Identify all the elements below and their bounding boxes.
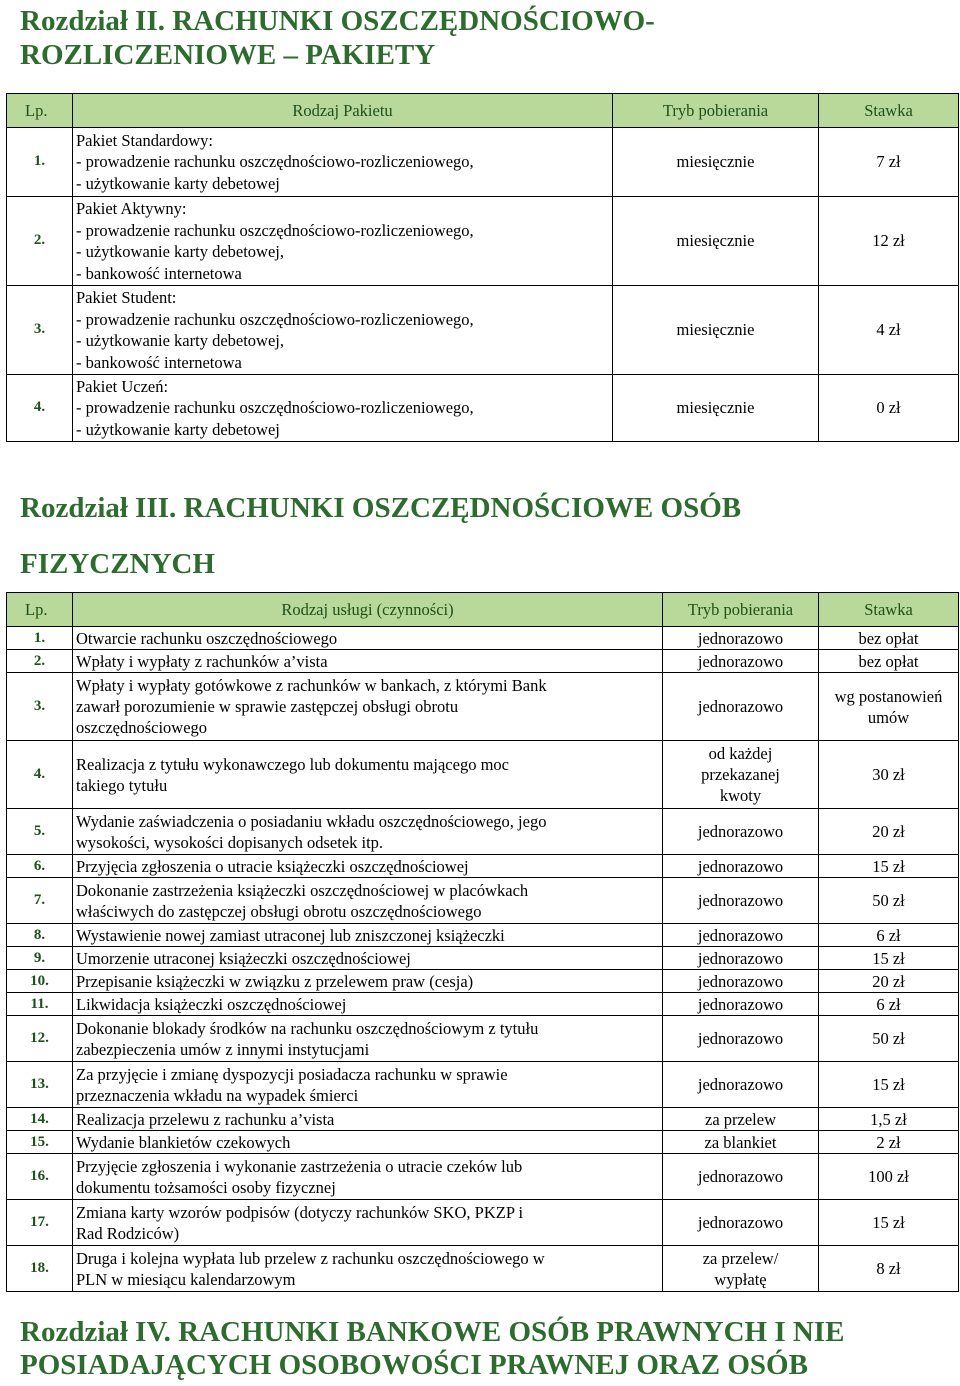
service-row [7, 855, 959, 878]
rate-line: bez opłat [858, 628, 919, 648]
collection-mode: miesięcznie [613, 128, 819, 197]
service-description [73, 741, 663, 809]
rate-value [819, 924, 959, 947]
service-row [7, 878, 959, 924]
row-number: 2. [7, 197, 73, 286]
rate-line: 100 zł [868, 1167, 909, 1186]
rate-line: 15 zł [872, 1075, 905, 1094]
collection-mode [663, 1131, 819, 1154]
description-line: Rad Rodziców) [76, 1223, 180, 1243]
rate-value [819, 673, 959, 741]
mode-line: wypłatę [714, 1269, 767, 1289]
service-description [73, 809, 663, 855]
description-line: wysokości, wysokości dopisanych odsetek itp. [76, 832, 384, 852]
service-row [7, 1016, 959, 1062]
row-number: 10. [7, 970, 73, 993]
description-line: Wydanie blankietów czekowych [76, 1132, 291, 1152]
mode-line: jednorazowo [697, 628, 784, 648]
packages-header-row [7, 94, 959, 128]
rate-value [819, 1062, 959, 1108]
rate-value [819, 855, 959, 878]
service-row [7, 1154, 959, 1200]
description-line: Pakiet Aktywny: [76, 199, 187, 218]
description-line: Umorzenie utraconej książeczki oszczędnościowej [76, 948, 411, 968]
row-number: 8. [7, 924, 73, 947]
description-line: oszczędnościowego [76, 718, 208, 737]
service-row [7, 1246, 959, 1292]
service-row [7, 1108, 959, 1131]
collection-mode [663, 627, 819, 650]
mode-line: jednorazowo [697, 994, 784, 1014]
service-description [73, 947, 663, 970]
mode-line: za przelew [705, 1109, 776, 1129]
row-number: 12. [7, 1016, 73, 1062]
service-row [7, 993, 959, 1016]
service-description [73, 993, 663, 1016]
rate-line: 6 zł [876, 925, 901, 945]
description-line: Przyjęcia zgłoszenia o utracie książeczki oszczędnościowej [76, 856, 469, 876]
rate-line: 50 zł [872, 891, 905, 910]
rate-line: wg postanowień [834, 686, 943, 706]
section-4-title-prefix: Rozdział IV. [20, 1316, 171, 1348]
collection-mode [663, 1108, 819, 1131]
service-description [73, 627, 663, 650]
package-row [7, 375, 959, 442]
service-description [73, 1062, 663, 1108]
row-number: 5. [7, 809, 73, 855]
mode-line: jednorazowo [697, 651, 784, 671]
row-number: 4. [7, 375, 73, 442]
rate-line: 50 zł [872, 1029, 905, 1048]
section-3-title-line2: FIZYCZNYCH [20, 548, 215, 580]
description-line: Dokonanie zastrzeżenia książeczki oszczędnościowej w placówkach [76, 880, 529, 900]
section-3-title-prefix: Rozdział III. [20, 492, 177, 524]
collection-mode [663, 1200, 819, 1246]
header-lp: Lp. [7, 94, 73, 128]
rate-line: 8 zł [876, 1259, 901, 1278]
service-description [73, 1131, 663, 1154]
rate-value [819, 878, 959, 924]
header-lp: Lp. [7, 593, 73, 627]
section-4-title-rest: RACHUNKI BANKOWE OSÓB PRAWNYCH I NIE [178, 1316, 845, 1348]
service-row [7, 650, 959, 673]
rate-value [819, 627, 959, 650]
collection-mode: miesięcznie [613, 286, 819, 375]
description-line: - użytkowanie karty debetowej [76, 173, 280, 193]
rate-line: 15 zł [872, 948, 905, 968]
service-row [7, 673, 959, 741]
description-line: - bankowość internetowa [76, 263, 242, 283]
service-row [7, 1131, 959, 1154]
description-line: - użytkowanie karty debetowej, [76, 331, 285, 350]
row-number: 13. [7, 1062, 73, 1108]
service-row [7, 1200, 959, 1246]
section-2-title-line2: ROZLICZENIOWE – PAKIETY [20, 39, 436, 71]
description-line: Druga i kolejna wypłata lub przelew z rachunku oszczędnościowego w [76, 1248, 545, 1268]
services-table [6, 592, 959, 1292]
description-line: - użytkowanie karty debetowej [76, 419, 280, 439]
rate-line: 30 zł [872, 765, 905, 784]
collection-mode [663, 741, 819, 809]
row-number: 3. [7, 286, 73, 375]
description-line: Wpłaty i wypłaty z rachunków a’vista [76, 651, 328, 671]
mode-line: jednorazowo [697, 856, 784, 876]
description-line: Za przyjęcie i zmianę dyspozycji posiadacza rachunku w sprawie [76, 1064, 508, 1084]
row-number: 9. [7, 947, 73, 970]
row-number: 1. [7, 627, 73, 650]
row-number: 7. [7, 878, 73, 924]
mode-line: jednorazowo [697, 697, 784, 716]
mode-line: za blankiet [704, 1132, 777, 1152]
rate-line: umów [867, 707, 910, 727]
mode-line: jednorazowo [697, 1075, 784, 1094]
service-description [73, 1016, 663, 1062]
section-3-title-rest: RACHUNKI OSZCZĘDNOŚCIOWE OSÓB [183, 492, 742, 524]
rate-value [819, 1154, 959, 1200]
description-line: Wystawienie nowej zamiast utraconej lub zniszczonej książeczki [76, 925, 505, 945]
header-service-type: Rodzaj usługi (czynności) [73, 593, 663, 627]
rate-value [819, 1246, 959, 1292]
description-line: Wydanie zaświadczenia o posiadaniu wkładu oszczędnościowego, jego [76, 811, 547, 831]
header-rate: Stawka [819, 94, 959, 128]
mode-line: jednorazowo [697, 925, 784, 945]
rate-line: 6 zł [876, 994, 901, 1014]
service-row [7, 1062, 959, 1108]
section-2-title-rest: RACHUNKI OSZCZĘDNOŚCIOWO- [172, 5, 655, 37]
mode-line: jednorazowo [697, 891, 784, 910]
header-package-type: Rodzaj Pakietu [73, 94, 613, 128]
rate-line: 20 zł [872, 822, 905, 841]
rate-value [819, 993, 959, 1016]
service-description [73, 1108, 663, 1131]
description-line: Pakiet Student: [76, 288, 177, 307]
collection-mode [663, 855, 819, 878]
description-line: - prowadzenie rachunku oszczędnościowo-rozliczeniowego, [76, 220, 474, 240]
mode-line: za przelew/ [702, 1248, 779, 1268]
row-number: 2. [7, 650, 73, 673]
packages-table [6, 93, 959, 442]
mode-line: przekazanej [701, 765, 780, 784]
description-line: takiego tytułu [76, 775, 168, 795]
row-number: 14. [7, 1108, 73, 1131]
service-description [73, 650, 663, 673]
package-row [7, 286, 959, 375]
mode-line: jednorazowo [697, 1167, 784, 1186]
header-collection-mode: Tryb pobierania [663, 593, 819, 627]
rate-value [819, 650, 959, 673]
collection-mode: miesięcznie [613, 197, 819, 286]
service-row [7, 947, 959, 970]
service-description [73, 1154, 663, 1200]
row-number: 6. [7, 855, 73, 878]
description-line: Likwidacja książeczki oszczędnościowej [76, 994, 347, 1014]
collection-mode: miesięcznie [613, 375, 819, 442]
rate-value [819, 1131, 959, 1154]
services-header-row [7, 593, 959, 627]
rate-value [819, 809, 959, 855]
collection-mode [663, 878, 819, 924]
description-line: dokumentu tożsamości osoby fizycznej [76, 1177, 336, 1197]
description-line: - bankowość internetowa [76, 352, 242, 372]
mode-line: jednorazowo [697, 1029, 784, 1048]
description-line: Zmiana karty wzorów podpisów (dotyczy rachunków SKO, PKZP i [76, 1202, 524, 1222]
description-line: Otwarcie rachunku oszczędnościowego [76, 628, 338, 648]
header-collection-mode: Tryb pobierania [613, 94, 819, 128]
rate-value: 12 zł [819, 197, 959, 286]
description-line: właściwych do zastępczej obsługi obrotu oszczędnościowego [76, 901, 482, 921]
service-description [73, 878, 663, 924]
collection-mode [663, 1154, 819, 1200]
collection-mode [663, 947, 819, 970]
service-description [73, 673, 663, 741]
collection-mode [663, 1016, 819, 1062]
description-line: Przyjęcie zgłoszenia i wykonanie zastrzeżenia o utracie czeków lub [76, 1156, 523, 1176]
rate-value: 0 zł [819, 375, 959, 442]
rate-line: 1,5 zł [870, 1109, 907, 1129]
rate-line: 15 zł [872, 856, 905, 876]
collection-mode [663, 970, 819, 993]
collection-mode [663, 1246, 819, 1292]
row-number: 3. [7, 673, 73, 741]
description-line: Dokonanie blokady środków na rachunku oszczędnościowym z tytułu [76, 1018, 539, 1038]
description-line: Pakiet Uczeń: [76, 376, 169, 396]
description-line: Realizacja z tytułu wykonawczego lub dokumentu mającego moc [76, 754, 509, 774]
row-number: 15. [7, 1131, 73, 1154]
section-3-heading [20, 480, 741, 592]
description-line: przeznaczenia wkładu na wypadek śmierci [76, 1085, 359, 1105]
service-row [7, 809, 959, 855]
collection-mode [663, 650, 819, 673]
mode-line: jednorazowo [697, 948, 784, 968]
description-line: Realizacja przelewu z rachunku a’vista [76, 1109, 335, 1129]
service-row [7, 924, 959, 947]
row-number: 17. [7, 1200, 73, 1246]
service-row [7, 741, 959, 809]
package-description [73, 375, 613, 442]
mode-line: od każdej [708, 744, 773, 763]
row-number: 16. [7, 1154, 73, 1200]
package-description [73, 197, 613, 286]
description-line: Pakiet Standardowy: [76, 130, 214, 150]
service-row [7, 970, 959, 993]
description-line: zabezpieczenia umów z innymi instytucjami [76, 1039, 370, 1059]
row-number: 18. [7, 1246, 73, 1292]
mode-line: jednorazowo [697, 822, 784, 841]
collection-mode [663, 1062, 819, 1108]
rate-value [819, 1108, 959, 1131]
rate-value [819, 970, 959, 993]
rate-value: 4 zł [819, 286, 959, 375]
description-line: - użytkowanie karty debetowej, [76, 242, 285, 261]
section-4-heading [20, 1316, 844, 1382]
rate-line: 2 zł [876, 1132, 901, 1152]
rate-value [819, 1016, 959, 1062]
collection-mode [663, 924, 819, 947]
rate-value: 7 zł [819, 128, 959, 197]
rate-line: 15 zł [872, 1213, 905, 1232]
section-2-heading [20, 4, 655, 72]
section-2-title-prefix: Rozdział II. [20, 5, 165, 37]
section-4-title-line2: POSIADAJĄCYCH OSOBOWOŚCI PRAWNEJ ORAZ OSÓB [20, 1349, 808, 1381]
service-description [73, 1246, 663, 1292]
collection-mode [663, 993, 819, 1016]
service-description [73, 970, 663, 993]
rate-value [819, 947, 959, 970]
rate-value [819, 741, 959, 809]
header-rate: Stawka [819, 593, 959, 627]
mode-line: jednorazowo [697, 1213, 784, 1232]
package-description [73, 128, 613, 197]
description-line: PLN w miesiącu kalendarzowym [76, 1269, 296, 1289]
description-line: Wpłaty i wypłaty gotówkowe z rachunków w bankach, z którymi Bank [76, 676, 547, 695]
row-number: 11. [7, 993, 73, 1016]
service-description [73, 924, 663, 947]
package-row [7, 128, 959, 197]
description-line: - prowadzenie rachunku oszczędnościowo-rozliczeniowego, [76, 152, 474, 172]
rate-value [819, 1200, 959, 1246]
description-line: Przepisanie książeczki w związku z przelewem praw (cesja) [76, 971, 474, 991]
service-row [7, 627, 959, 650]
package-description [73, 286, 613, 375]
row-number: 4. [7, 741, 73, 809]
rate-line: bez opłat [858, 651, 919, 671]
row-number: 1. [7, 128, 73, 197]
collection-mode [663, 673, 819, 741]
description-line: zawarł porozumienie w sprawie zastępczej obsługi obrotu [76, 697, 459, 716]
package-row [7, 197, 959, 286]
collection-mode [663, 809, 819, 855]
mode-line: kwoty [719, 786, 762, 805]
service-description [73, 855, 663, 878]
service-description [73, 1200, 663, 1246]
description-line: - prowadzenie rachunku oszczędnościowo-rozliczeniowego, [76, 398, 474, 418]
mode-line: jednorazowo [697, 971, 784, 991]
rate-line: 20 zł [872, 971, 905, 991]
description-line: - prowadzenie rachunku oszczędnościowo-rozliczeniowego, [76, 309, 474, 329]
